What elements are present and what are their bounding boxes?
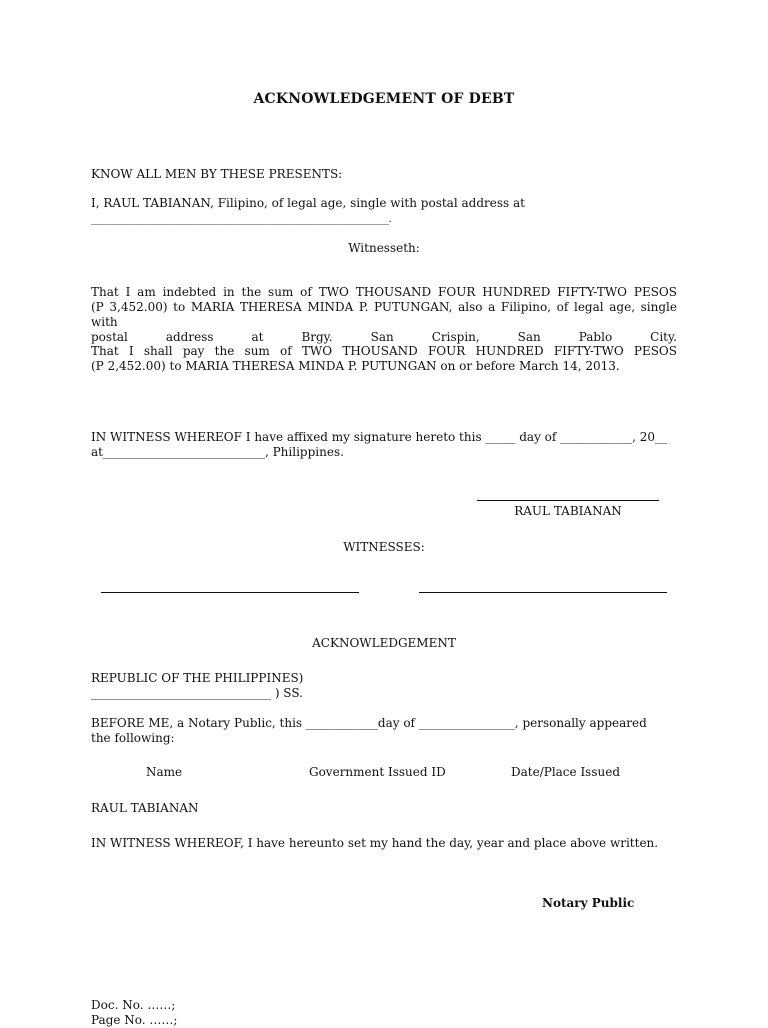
page-no: Page No. ……; bbox=[91, 1013, 178, 1027]
payment-paragraph bbox=[91, 344, 677, 374]
declarant-line: I, RAUL TABIANAN, Filipino, of legal age, single with postal address at bbox=[91, 196, 525, 210]
para1-line3: postal address at Brgy. San Crispin, San Pablo City. bbox=[91, 330, 677, 344]
table-row-name: RAUL TABIANAN bbox=[91, 801, 199, 815]
indebtedness-paragraph bbox=[91, 285, 677, 345]
witnesseth-label: Witnesseth: bbox=[348, 241, 420, 255]
intro-text: KNOW ALL MEN BY THESE PRESENTS: bbox=[91, 167, 343, 181]
declarant-signature-line bbox=[477, 500, 659, 501]
witness-signature-line-1 bbox=[101, 592, 359, 593]
document-title: ACKNOWLEDGEMENT OF DEBT bbox=[253, 91, 515, 107]
before-me-line2: the following: bbox=[91, 731, 175, 745]
doc-no: Doc. No. ……; bbox=[91, 998, 176, 1012]
table-header-name: Name bbox=[146, 765, 183, 779]
table-header-gov-id: Government Issued ID bbox=[309, 765, 446, 779]
para1-line1: That I am indebted in the sum of TWO THOUSAND FOUR HUNDRED FIFTY-TWO PESOS bbox=[91, 285, 677, 299]
venue-line2: ______________________________ ) SS. bbox=[91, 686, 303, 700]
table-header-date-place: Date/Place Issued bbox=[511, 765, 621, 779]
witness-whereof-line2: at___________________________, Philippines. bbox=[91, 445, 344, 459]
before-me-line1: BEFORE ME, a Notary Public, this ____________day of ________________, personally appeared bbox=[91, 716, 647, 730]
venue-line1: REPUBLIC OF THE PHILIPPINES) bbox=[91, 671, 304, 685]
para2-line2: (P 2,452.00) to MARIA THERESA MINDA P. PUTUNGAN on or before March 14, 2013. bbox=[91, 359, 620, 373]
witness-whereof-line1: IN WITNESS WHEREOF I have affixed my signature hereto this _____ day of ____________, 20__ bbox=[91, 430, 668, 444]
notary-public-label: Notary Public bbox=[542, 896, 635, 910]
witnesses-label: WITNESSES: bbox=[343, 540, 425, 554]
para2-line1: That I shall pay the sum of TWO THOUSAND FOUR HUNDRED FIFTY-TWO PESOS bbox=[91, 344, 677, 358]
witness-signature-line-2 bbox=[419, 592, 667, 593]
closing-statement: IN WITNESS WHEREOF, I have hereunto set my hand the day, year and place above written. bbox=[91, 836, 659, 850]
signatory-name: RAUL TABIANAN bbox=[514, 504, 622, 518]
para1-line2: (P 3,452.00) to MARIA THERESA MINDA P. PUTUNGAN, also a Filipino, of legal age, single with bbox=[91, 300, 677, 329]
acknowledgement-heading: ACKNOWLEDGEMENT bbox=[312, 636, 456, 650]
address-blank: ________________________________________________________________. bbox=[91, 214, 392, 225]
